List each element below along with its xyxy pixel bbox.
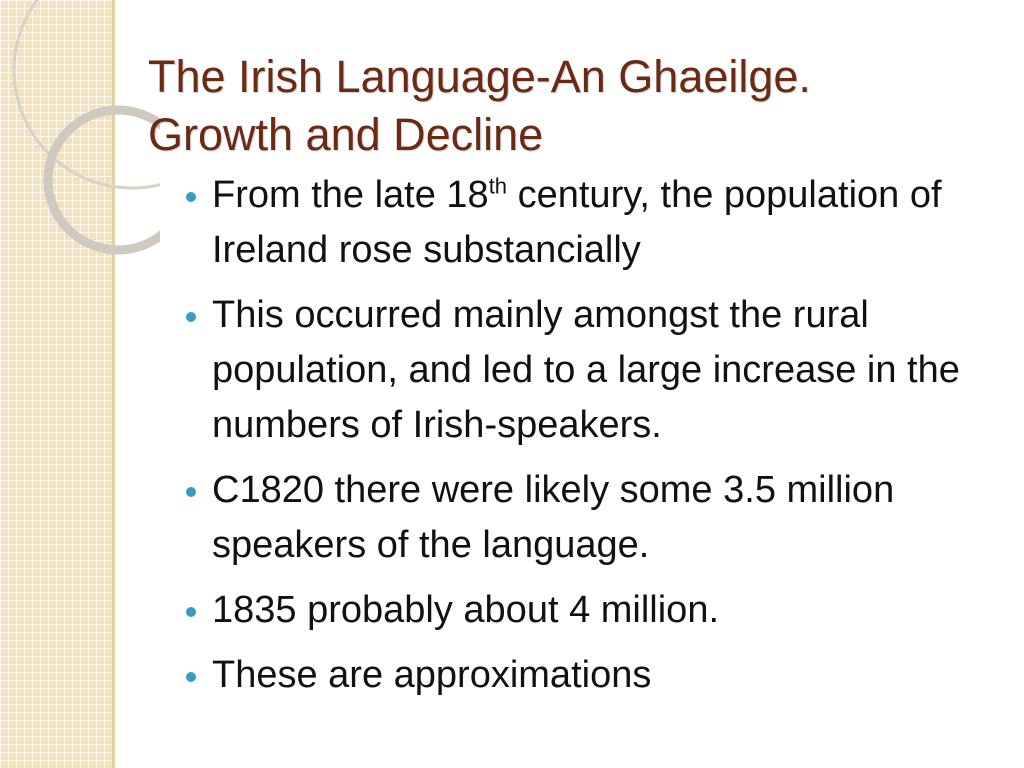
title-line-2: Growth and Decline xyxy=(148,109,544,160)
deco-circle-large xyxy=(14,0,160,188)
bullet-dot-icon xyxy=(186,192,196,202)
bullet-dot-icon xyxy=(186,487,196,497)
bullet-text: These are approximations xyxy=(212,654,652,696)
bullet-dot-icon xyxy=(186,672,196,682)
superscript: th xyxy=(488,173,508,199)
bullet-text-part: From the late 18 xyxy=(212,174,489,216)
decorative-circles xyxy=(0,0,160,260)
bullet-dot-icon xyxy=(186,607,196,617)
bullet-text: 1835 probably about 4 million. xyxy=(212,589,720,631)
bullet-list xyxy=(212,168,972,713)
bullet-text: C1820 there were likely some 3.5 million speakers of the language. xyxy=(212,469,895,566)
slide-title xyxy=(148,48,1008,164)
bullet-item xyxy=(212,288,972,453)
bullet-item xyxy=(212,583,972,638)
bullet-text: This occurred mainly amongst the rural population, and led to a large increase in the numbers of Irish-speakers. xyxy=(212,294,960,446)
bullet-dot-icon xyxy=(186,312,196,322)
bullet-item xyxy=(212,648,972,703)
bullet-item xyxy=(212,463,972,573)
bullet-text xyxy=(212,168,972,278)
bullet-text-part: century, the population of Ireland rose substancially xyxy=(212,174,942,271)
bullet-item xyxy=(212,168,972,278)
title-line-1: The Irish Language-An Ghaeilge. xyxy=(148,51,811,102)
deco-circle-small xyxy=(48,110,160,250)
